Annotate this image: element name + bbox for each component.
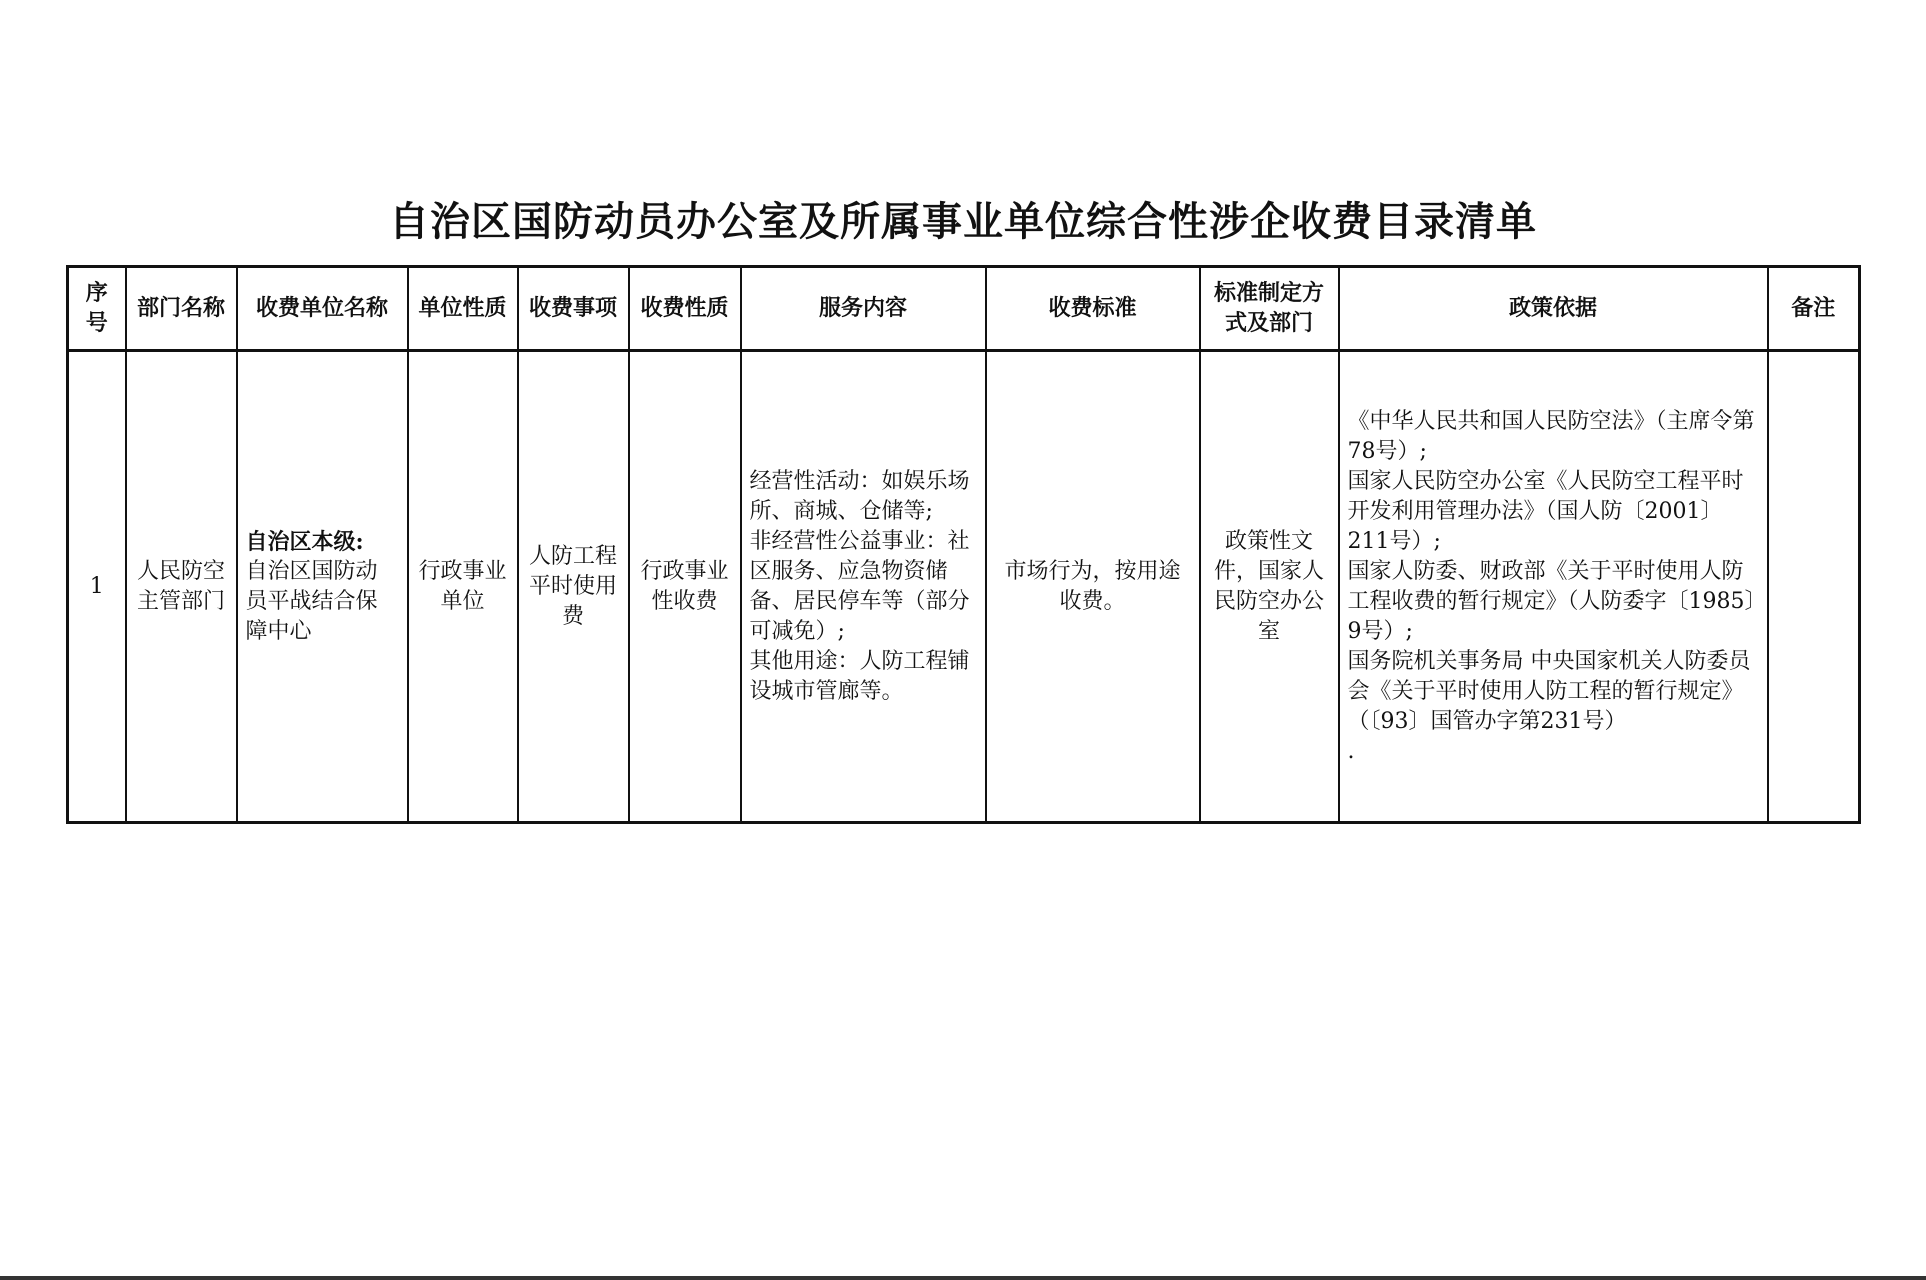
fee-catalog-table	[66, 265, 1861, 824]
policy-basis-line: 国家人防委、财政部《关于平时使用人防工程收费的暂行规定》（人防委字〔1985〕9号）;	[1347, 558, 1756, 644]
header-unit-nature: 单位性质	[408, 267, 518, 351]
header-remarks: 备注	[1768, 267, 1860, 351]
unit-name-text: 自治区国防动员平战结合保障中心	[245, 558, 378, 644]
service-content-line: 非经营性公益事业：社区服务、应急物资储备、居民停车等（部分可减免）;	[749, 528, 970, 644]
cell-department: 人民防空主管部门	[126, 351, 237, 823]
cell-service-content	[741, 351, 986, 823]
policy-basis-line: .	[1347, 738, 1355, 764]
cell-fee-nature: 行政事业性收费	[629, 351, 741, 823]
header-index: 序号	[68, 267, 126, 351]
policy-basis-line: 《中华人民共和国人民防空法》（主席令第78号）;	[1347, 408, 1755, 464]
service-content-line: 经营性活动：如娱乐场所、商城、仓储等;	[749, 468, 970, 524]
table-header-row	[68, 267, 1860, 351]
document-title: 自治区国防动员办公室及所属事业单位综合性涉企收费目录清单	[389, 199, 1537, 245]
table-row	[68, 351, 1860, 823]
cell-index: 1	[68, 351, 126, 823]
page-bottom-edge	[0, 1276, 1926, 1280]
policy-basis-line: 国务院机关事务局 中央国家机关人防委员会《关于平时使用人防工程的暂行规定》（〔93〕国管办字第231号）	[1347, 648, 1751, 734]
header-fee-nature: 收费性质	[629, 267, 741, 351]
header-fee-item: 收费事项	[518, 267, 629, 351]
header-standard-method: 标准制定方式及部门	[1200, 267, 1339, 351]
policy-basis-line: 国家人民防空办公室《人民防空工程平时开发利用管理办法》（国人防〔2001〕211号）;	[1347, 468, 1744, 554]
cell-policy-basis	[1339, 351, 1768, 823]
cell-unit-nature: 行政事业单位	[408, 351, 518, 823]
cell-fee-item: 人防工程平时使用费	[518, 351, 629, 823]
unit-level-heading: 自治区本级:	[245, 528, 364, 555]
header-unit-name: 收费单位名称	[237, 267, 408, 351]
cell-remarks	[1768, 351, 1860, 823]
header-service-content: 服务内容	[741, 267, 986, 351]
service-content-line: 其他用途：人防工程铺设城市管廊等。	[749, 648, 970, 704]
header-fee-standard: 收费标准	[986, 267, 1200, 351]
header-policy-basis: 政策依据	[1339, 267, 1768, 351]
header-department: 部门名称	[126, 267, 237, 351]
cell-fee-standard: 市场行为，按用途收费。	[986, 351, 1200, 823]
cell-standard-method: 政策性文件，国家人民防空办公室	[1200, 351, 1339, 823]
cell-unit-name	[237, 351, 408, 823]
